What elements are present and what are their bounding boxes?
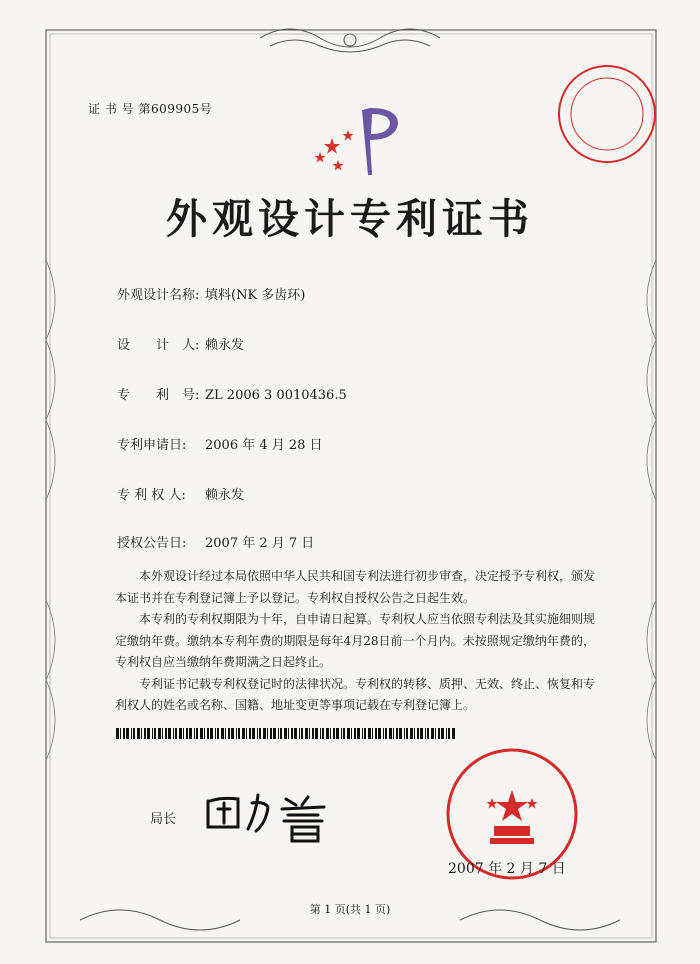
field-value: ZL 2006 3 0010436.5	[205, 388, 347, 403]
patent-office-logo	[310, 100, 420, 180]
field-filing-date	[117, 434, 323, 453]
field-grant-date	[117, 532, 314, 551]
issue-date: 2007 年 2 月 7 日	[448, 861, 566, 877]
director-label: 局长	[150, 812, 177, 827]
field-label: 专 利 权 人:	[117, 488, 186, 503]
field-label: 外观设计名称:	[117, 288, 200, 303]
field-value: 2006 年 4 月 28 日	[205, 438, 323, 453]
field-label: 授权公告日:	[117, 536, 187, 551]
field-patent-number	[117, 384, 347, 403]
field-label: 专 利 号:	[117, 388, 200, 403]
certificate-body	[115, 566, 595, 717]
field-patentee	[117, 484, 244, 503]
paragraph: 本外观设计经过本局依照中华人民共和国专利法进行初步审查，决定授予专利权，颁发本证书并在专利登记簿上予以登记。专利权自授权公告之日起生效。	[115, 569, 596, 605]
field-value: 赖永发	[205, 488, 245, 503]
field-label: 专利申请日:	[117, 438, 187, 453]
director-signature	[200, 783, 340, 843]
stamp-duty-seal	[555, 62, 659, 166]
paragraph: 本专利的专利权期限为十年，自申请日起算。专利权人应当依照专利法及其实施细则规定缴纳年费。缴纳本专利年费的期限是每年4月28日前一个月内。未按照规定缴纳年费的，专利权自应当缴纳年费期满之日起终止。	[115, 612, 596, 669]
barcode	[116, 728, 456, 739]
paragraph: 专利证书记载专利权登记时的法律状况。专利权的转移、质押、无效、终止、恢复和专利权人的姓名或名称、国籍、地址变更等事项记载在专利登记簿上。	[115, 676, 596, 712]
field-label: 设 计 人:	[117, 338, 200, 353]
field-value: 填料(NK 多齿环)	[205, 288, 306, 303]
field-value: 2007 年 2 月 7 日	[205, 536, 315, 551]
certificate-number: 证 书 号 第609905号	[88, 102, 213, 116]
field-value: 赖永发	[205, 338, 245, 353]
field-designer	[117, 334, 244, 353]
field-design-name	[117, 284, 305, 303]
page-footer: 第 1 页(共 1 页)	[309, 903, 391, 916]
certificate-title: 外观设计专利证书	[166, 195, 534, 243]
